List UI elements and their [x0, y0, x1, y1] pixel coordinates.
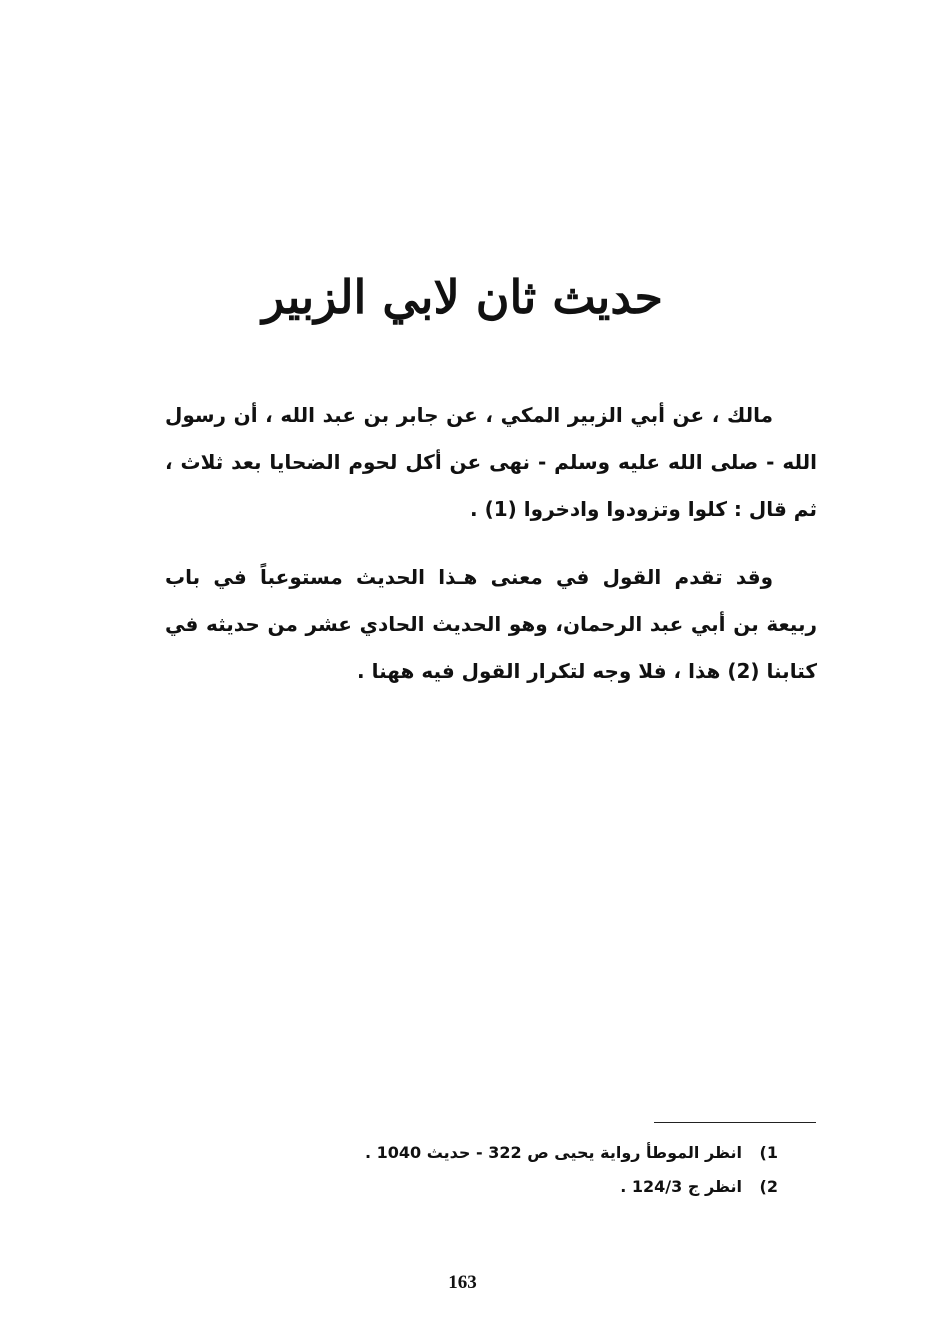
footnote-separator: [654, 1122, 816, 1123]
chapter-title: حديث ثان لابي الزبير: [262, 270, 663, 324]
footnote-text: انظر ج 124/3 .: [620, 1177, 742, 1196]
footnote-text: انظر الموطأ رواية يحيى ص 322 - حديث 1040 .: [364, 1143, 742, 1162]
page-number: 163: [448, 1272, 477, 1293]
footnote-number: 2): [759, 1177, 778, 1196]
paragraph-commentary: وقد تقدم القول في معنى هـذا الحديث مستوعباً في باب ربيعة بن أبي عبد الرحمان، وهو الحديث الحادي عشر من حديثه في كتابنا (2) هذا ، فلا وجه لتكرار القول فيه ههنا .: [165, 565, 817, 683]
footnote-item: [200, 1136, 778, 1170]
footnote-number: 1): [759, 1143, 778, 1162]
footnote-item: [200, 1170, 778, 1204]
footnotes-list: [200, 1136, 778, 1204]
paragraph-hadith-text: مالك ، عن أبي الزبير المكي ، عن جابر بن عبد الله ، أن رسول الله - صلى الله عليه وسلم - نهى عن أكل لحوم الضحايا بعد ثلاث ، ثم قال : كلوا وتزودوا وادخروا (1) .: [165, 403, 817, 521]
